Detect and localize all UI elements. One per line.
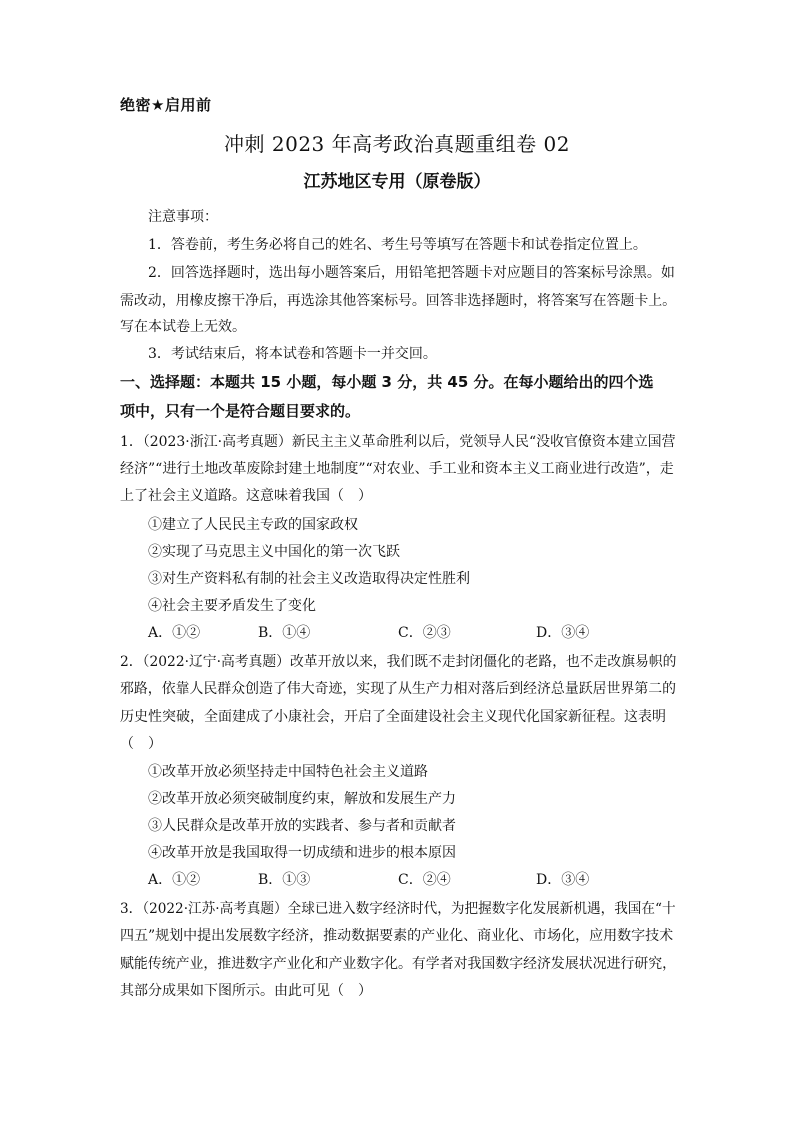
- section-heading-line-1: 一、选择题：本题共 15 小题，每小题 3 分，共 45 分。在每小题给出的四个选: [120, 373, 654, 391]
- question-2-stem-line: （ ）: [120, 736, 162, 752]
- question-1-statement: ④社会主要矛盾发生了变化: [148, 598, 316, 614]
- question-2-statement: ①改革开放必须坚持走中国特色社会主义道路: [148, 764, 428, 780]
- option-a: A．①②: [148, 625, 201, 641]
- question-1-stem-line: 经济”“进行土地改革废除封建土地制度”“对农业、手工业和资本主义工商业进行改造”，走: [120, 461, 674, 477]
- option-d: D．③④: [536, 872, 590, 888]
- question-3-stem-line: 赋能传统产业，推进数字产业化和产业数字化。有学者对我国数字经济发展状况进行研究，: [120, 956, 677, 972]
- question-1-statement: ①建立了人民民主专政的国家政权: [148, 517, 358, 533]
- question-2-stem-line: 邪路，依靠人民群众创造了伟大奇迹，实现了从生产力相对落后到经济总量跃居世界第二的: [120, 681, 677, 697]
- notes-item-3: 3．考试结束后，将本试卷和答题卡一并交回。: [148, 346, 437, 362]
- question-3-stem-line: 其部分成果如下图所示。由此可见（ ）: [120, 983, 372, 999]
- option-b: B．①④: [258, 625, 311, 641]
- confidential-label: 绝密★启用前: [120, 96, 212, 114]
- option-d: D．③④: [536, 625, 590, 641]
- option-b: B．①③: [258, 872, 311, 888]
- question-1-statement: ②实现了马克思主义中国化的第一次飞跃: [148, 544, 400, 560]
- notes-item-1: 1．答卷前，考生务必将自己的姓名、考生号等填写在答题卡和试卷指定位置上。: [148, 237, 647, 253]
- question-1-statement: ③对生产资料私有制的社会主义改造取得决定性胜利: [148, 571, 470, 587]
- section-heading-line-2: 项中，只有一个是符合题目要求的。: [120, 402, 361, 420]
- question-3-stem-line: 3．（2022·江苏·高考真题）全球已进入数字经济时代，为把握数字化发展新机遇，我国在“十: [120, 901, 676, 917]
- question-1-stem-line: 1．（2023·浙江·高考真题）新民主主义革命胜利以后，党领导人民“没收官僚资本建立国营: [120, 434, 676, 450]
- question-2-options: [148, 869, 628, 889]
- question-2-statement: ④改革开放是我国取得一切成绩和进步的根本原因: [148, 845, 456, 861]
- question-3-stem-line: 四五”规划中提出发展数字经济，推动数据要素的产业化、商业化、市场化，应用数字技术: [120, 928, 674, 944]
- question-1-stem-line: 上了社会主义道路。这意味着我国（ ）: [120, 488, 372, 504]
- notes-item-2-line-1: 2．回答选择题时，选出每小题答案后，用铅笔把答题卡对应题目的答案标号涂黑。如: [148, 265, 675, 281]
- question-2-statement: ③人民群众是改革开放的实践者、参与者和贡献者: [148, 818, 456, 834]
- notes-item-2-line-3: 写在本试卷上无效。: [120, 319, 246, 335]
- question-2-stem-line: 2．（2022·辽宁·高考真题）改革开放以来，我们既不走封闭僵化的老路，也不走改旗易帜的: [120, 654, 677, 670]
- option-a: A．①②: [148, 872, 201, 888]
- notes-item-2-line-2: 需改动，用橡皮擦干净后，再选涂其他答案标号。回答非选择题时，将答案写在答题卡上。: [120, 293, 677, 309]
- question-1-options: [148, 622, 628, 642]
- question-2-statement: ②改革开放必须突破制度约束，解放和发展生产力: [148, 791, 456, 807]
- option-c: C．②③: [398, 625, 451, 641]
- exam-subtitle: 江苏地区专用（原卷版）: [303, 172, 491, 192]
- option-c: C．②④: [398, 872, 451, 888]
- question-2-stem-line: 历史性突破，全面建成了小康社会，开启了全面建设社会主义现代化国家新征程。这表明: [120, 709, 666, 725]
- exam-title: 冲刺 2023 年高考政治真题重组卷 02: [224, 132, 570, 156]
- notes-heading: 注意事项：: [148, 209, 218, 225]
